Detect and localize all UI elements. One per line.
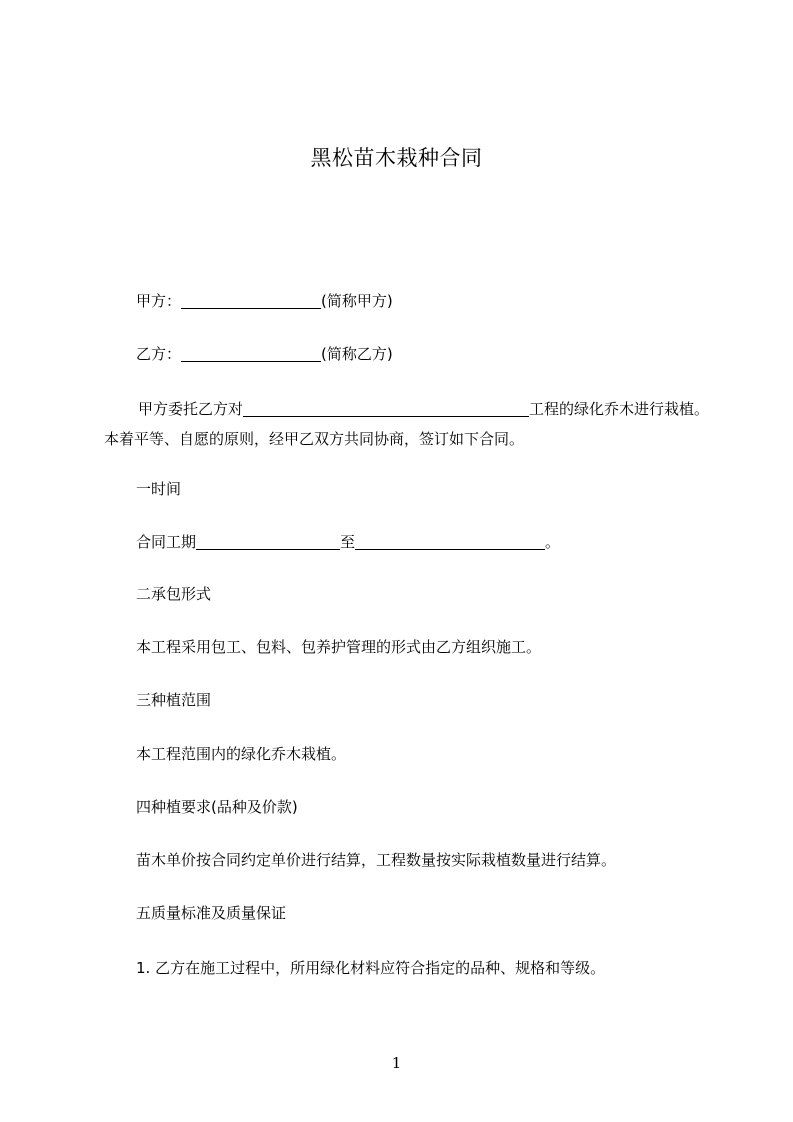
section-4-text: 苗木单价按合同约定单价进行结算，工程数量按实际栽植数量进行结算。	[136, 851, 617, 869]
section-4-heading: 四种植要求(品种及价款)	[136, 798, 298, 816]
section-2-text: 本工程采用包工、包料、包养护管理的形式由乙方组织施工。	[136, 638, 542, 656]
party-b-line	[136, 339, 393, 369]
intro-paragraph	[104, 394, 714, 454]
party-a-suffix: (简称甲方)	[321, 292, 393, 310]
party-a-label: 甲方：	[136, 292, 182, 310]
party-b-label: 乙方：	[136, 345, 182, 363]
section-3-heading: 三种植范围	[136, 691, 212, 709]
period-prefix: 合同工期	[136, 533, 197, 551]
document-title: 黑松苗木栽种合同	[310, 146, 483, 170]
section-3-text: 本工程范围内的绿化乔木栽植。	[136, 745, 347, 763]
section-1-heading: 一时间	[136, 480, 182, 498]
page-number: 1	[391, 1054, 402, 1072]
section-5-heading: 五质量标准及质量保证	[136, 904, 287, 922]
period-start-blank[interactable]	[196, 532, 340, 550]
period-end: 。	[545, 533, 561, 551]
period-end-blank[interactable]	[355, 532, 545, 550]
section-5-item-1: 1. 乙方在施工过程中，所用绿化材料应符合指定的品种、规格和等级。	[136, 959, 606, 977]
section-2-heading: 二承包形式	[136, 585, 212, 603]
intro-text: 工程的绿化乔木进行栽植。本着平等、自愿的原则，经甲乙双方共同协商，签订如下合同。	[104, 400, 710, 448]
party-b-suffix: (简称乙方)	[321, 345, 393, 363]
contract-period-line	[136, 527, 560, 557]
intro-prefix: 甲方委托乙方对	[138, 400, 244, 418]
party-b-blank[interactable]	[181, 344, 321, 362]
project-name-blank[interactable]	[243, 399, 529, 417]
party-a-blank[interactable]	[181, 291, 321, 309]
period-to: 至	[340, 533, 356, 551]
party-a-line	[136, 286, 393, 316]
